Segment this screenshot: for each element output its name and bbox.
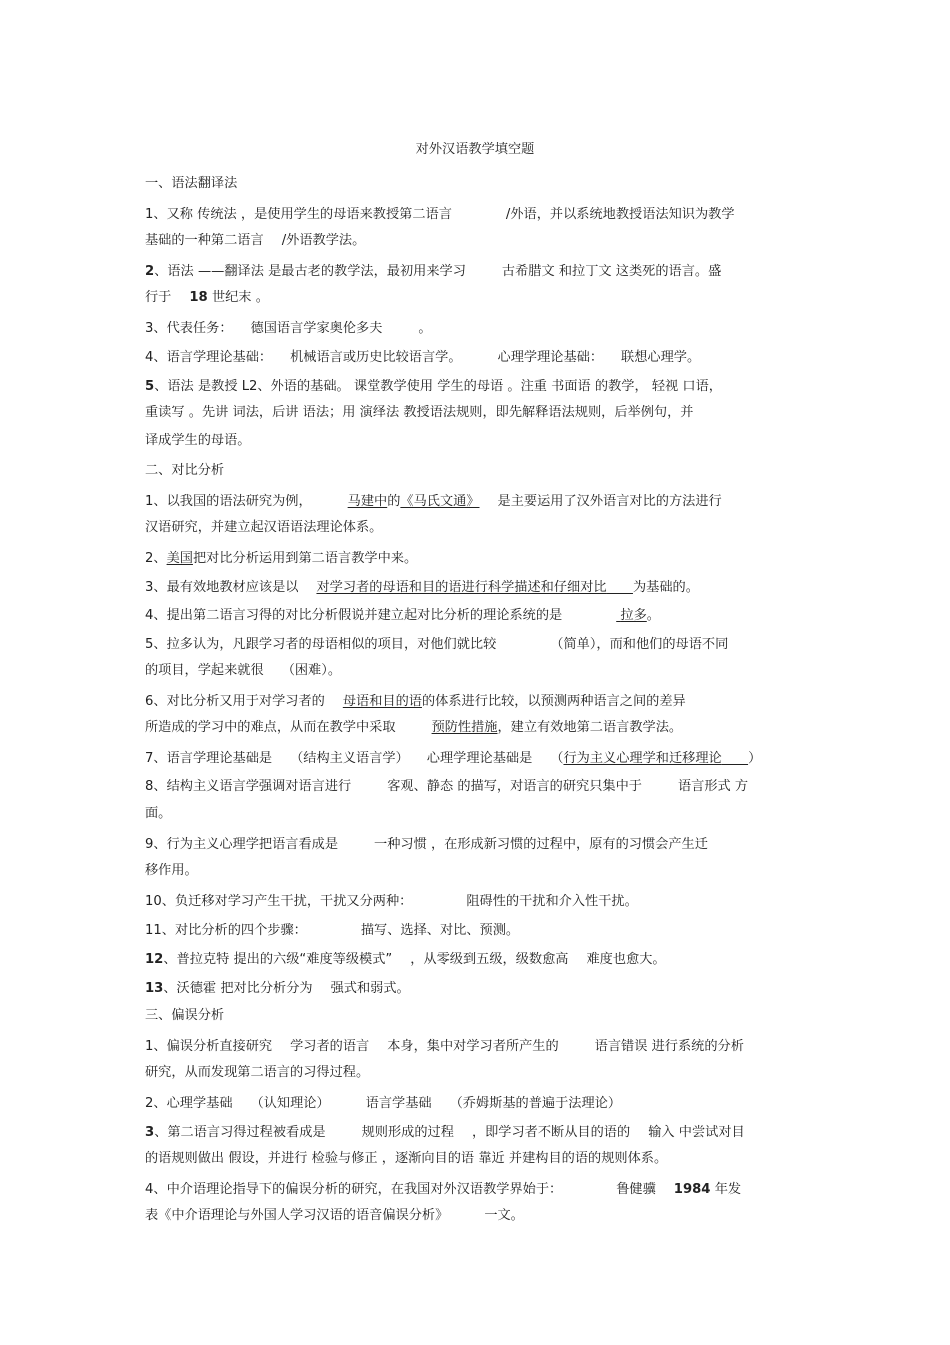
blank-answer: 美国 [166, 551, 193, 566]
blank-answer: 行为主义心理学和迁移理论 [563, 751, 722, 766]
text: 心理学理论基础是 [426, 751, 533, 766]
text: 鲁健骥 [616, 1182, 656, 1197]
text: 输入 [648, 1125, 675, 1140]
s1-item5-line1 [145, 378, 722, 396]
text: 。 [418, 321, 432, 336]
text: （结构主义语言学） [290, 751, 409, 766]
s2-item10 [145, 893, 638, 911]
text: 规则形成的过程 [361, 1125, 454, 1140]
s3-item3-line1 [145, 1124, 745, 1142]
text: 、语法 ——翻译法 是最古老的教学法，最初用来学习 [154, 264, 466, 279]
text: 、沃德霍 [163, 981, 217, 996]
text: 本身，集中对学习者所产生的 [387, 1039, 559, 1054]
text: 中尝试对目 [678, 1125, 745, 1140]
text: 描写、选择、对比、预测。 [360, 923, 520, 938]
text: 的语规则做出 [145, 1151, 225, 1166]
text: 的 [387, 494, 401, 509]
s3-item3-line2 [145, 1150, 667, 1168]
text: 方 [734, 779, 749, 794]
text: 、语法 是教授 L2、外语的基础。 课堂教学使用 学生的母语 。注重 书面语 的教学， 轻视 口语， [154, 379, 722, 394]
s2-item8-line2: 面。 [145, 806, 172, 821]
text: 2、心理学基础 [145, 1096, 233, 1111]
text: 学习者的语言 [290, 1039, 370, 1054]
text: 把对比分析分为 [220, 981, 313, 996]
text: 一种习惯 [374, 837, 427, 852]
text: 客观、静态 [387, 779, 454, 794]
text: ，建立有效地第二语言教学法。 [497, 720, 683, 735]
text: 6、对比分析又用于对学习者的 [145, 694, 325, 709]
item-number: 2 [145, 264, 155, 279]
text: （简单），而和他们的母语不同 [550, 637, 729, 652]
text: 、普拉克特 [163, 952, 230, 967]
text: （困难）。 [281, 663, 342, 678]
text: 一文。 [484, 1208, 524, 1223]
s2-item12 [145, 951, 666, 969]
text: 的描写，对语言的研究只集中于 [457, 779, 642, 794]
text: ，逐渐向目的语 [381, 1151, 475, 1166]
text: 。 [646, 608, 660, 623]
blank-answer: 预防性措施 [431, 720, 498, 735]
s1-item2-line1 [145, 263, 721, 281]
text: 2、 [145, 551, 167, 566]
text: 1984 [673, 1182, 711, 1197]
s3-item1-line2: 研究，从而发现第二语言的习得过程。 [145, 1065, 370, 1080]
text: 世纪末 。 [211, 290, 269, 305]
text: （认知理论） [250, 1096, 330, 1111]
blank-answer: 拉多 [620, 608, 647, 623]
text: 表《中介语理论与外国人学习汉语的语音偏误分析》 [145, 1208, 449, 1223]
text: ） [748, 751, 762, 766]
text: 10、负迁移对学习产生干扰，干扰又分两种： [145, 894, 413, 909]
text: ，从零级到五级，级数愈高 [410, 952, 569, 967]
text: 4、语言学理论基础： [145, 350, 273, 365]
s2-item1-line2: 汉语研究，并建立起汉语语法理论体系。 [145, 520, 383, 535]
text: 检验与修正 [311, 1151, 378, 1166]
text: 语言形式 [677, 779, 731, 794]
s2-item13 [145, 980, 410, 998]
s1-item1-line1 [145, 206, 735, 224]
text: 机械语言或历史比较语言学。 [290, 350, 462, 365]
s3-item1-line1 [145, 1038, 744, 1056]
text: 的项目，学起来就很 [145, 663, 264, 678]
text: （ [550, 751, 564, 766]
s1-item4 [145, 349, 700, 367]
text: 为基础的。 [632, 580, 699, 595]
text: 、第二语言习得过程被看成是 [154, 1125, 326, 1140]
s2-item9-line2: 移作用。 [145, 863, 198, 878]
item-number: 13 [145, 981, 164, 996]
s2-item7 [145, 750, 761, 768]
s2-item6-line1 [145, 693, 686, 711]
text: 4、提出第二语言习得的对比分析假说并建立起对比分析的理论系统的是 [145, 608, 563, 623]
text: 靠近 [478, 1151, 505, 1166]
s1-item5-line2: 重读写 。先讲 词法，后讲 语法；用 演绎法 教授语法规则，即先解释语法规则，后举例句，并 [145, 405, 694, 420]
text: ，即学习者不断从目的语的 [471, 1125, 631, 1140]
s2-item5-line2 [145, 662, 341, 680]
text: /外语，并以系统地教授语法知识为教学 [505, 207, 735, 222]
item-number: 5 [145, 379, 155, 394]
text: 8、结构主义语言学强调对语言进行 [145, 779, 352, 794]
s2-item3 [145, 579, 699, 597]
s3-item4-line2 [145, 1207, 524, 1225]
text: 并建构目的语的规则体系。 [508, 1151, 668, 1166]
text: 1、以我国的语法研究为例， [145, 494, 312, 509]
text: 7、语言学理论基础是 [145, 751, 273, 766]
text: 德国语言学家奥伦多夫 [250, 321, 383, 336]
blank-answer: 母语和目的语 [342, 694, 422, 709]
text: 是主要运用了汉外语言对比的方法进行 [497, 494, 722, 509]
blank-answer: 对学习者的母语和目的语进行科学描述和仔细对比 [316, 580, 607, 595]
text: 3、代表任务： [145, 321, 233, 336]
text: 阻碍性的干扰和介入性干扰。 [466, 894, 638, 909]
text: 强式和弱式。 [330, 981, 410, 996]
s2-item9-line1 [145, 836, 708, 854]
page-title: 对外汉语教学填空题 [415, 142, 535, 157]
text: 1、又称 传统法 ，是使用学生的母语来教授第二语言 [145, 207, 452, 222]
s1-item2-line2 [145, 289, 269, 307]
s1-item5-line3: 译成学生的母语。 [145, 433, 251, 448]
s3-item4-line1 [145, 1181, 741, 1199]
s1-item3 [145, 320, 432, 338]
text: 9、行为主义心理学把语言看成是 [145, 837, 339, 852]
section-heading-2: 二、对比分析 [145, 463, 225, 478]
s2-item5-line1 [145, 636, 728, 654]
item-number: 3 [145, 1125, 155, 1140]
text: ，在形成新习惯的过程中，原有的习惯会产生迁 [430, 837, 708, 852]
text: 11、对比分析的四个步骤： [145, 923, 307, 938]
blank-answer: 马建中 [347, 494, 388, 509]
text: 联想心理学。 [621, 350, 701, 365]
text: 5、拉多认为，凡跟学习者的母语相似的项目，对他们就比较 [145, 637, 497, 652]
text: 假设，并进行 [228, 1151, 308, 1166]
text: 进行系统的分析 [651, 1039, 744, 1054]
s2-item8-line1 [145, 778, 748, 796]
section-heading-3: 三、偏误分析 [145, 1008, 225, 1023]
text: 的体系进行比较，以预测两种语言之间的差异 [421, 694, 686, 709]
text: 语言错误 [594, 1039, 648, 1054]
text: 3、最有效地教材应该是以 [145, 580, 299, 595]
text: 心理学理论基础： [497, 350, 604, 365]
text: 所造成的学习中的难点，从而在教学中采取 [145, 720, 396, 735]
s2-item4 [145, 607, 660, 625]
text: 年发 [714, 1182, 742, 1197]
text: 提出的六级“难度等级模式” [233, 952, 393, 967]
blank-answer: 《马氏文通》 [400, 494, 480, 509]
text: 古希腊文 和拉丁文 这类死的语言。盛 [501, 264, 722, 279]
text: 语言学基础 [365, 1096, 432, 1111]
s2-item6-line2 [145, 719, 682, 737]
text: （乔姆斯基的普遍于法理论） [449, 1096, 622, 1111]
section-heading-1: 一、语法翻译法 [145, 176, 238, 191]
text: /外语教学法。 [281, 233, 366, 248]
text: 18 [189, 290, 208, 305]
s2-item2 [145, 550, 417, 568]
s2-item11 [145, 922, 519, 940]
item-number: 12 [145, 952, 164, 967]
text: 基础的一种第二语言 [145, 233, 264, 248]
s3-item2 [145, 1095, 621, 1113]
text: 行于 [145, 290, 172, 305]
text: 把对比分析运用到第二语言教学中来。 [192, 551, 418, 566]
text: 1、偏误分析直接研究 [145, 1039, 273, 1054]
text: 难度也愈大。 [586, 952, 666, 967]
s2-item1-line1 [145, 493, 722, 511]
s1-item1-line2 [145, 232, 365, 250]
text: 4、中介语理论指导下的偏误分析的研究，在我国对外汉语教学界始于： [145, 1182, 563, 1197]
